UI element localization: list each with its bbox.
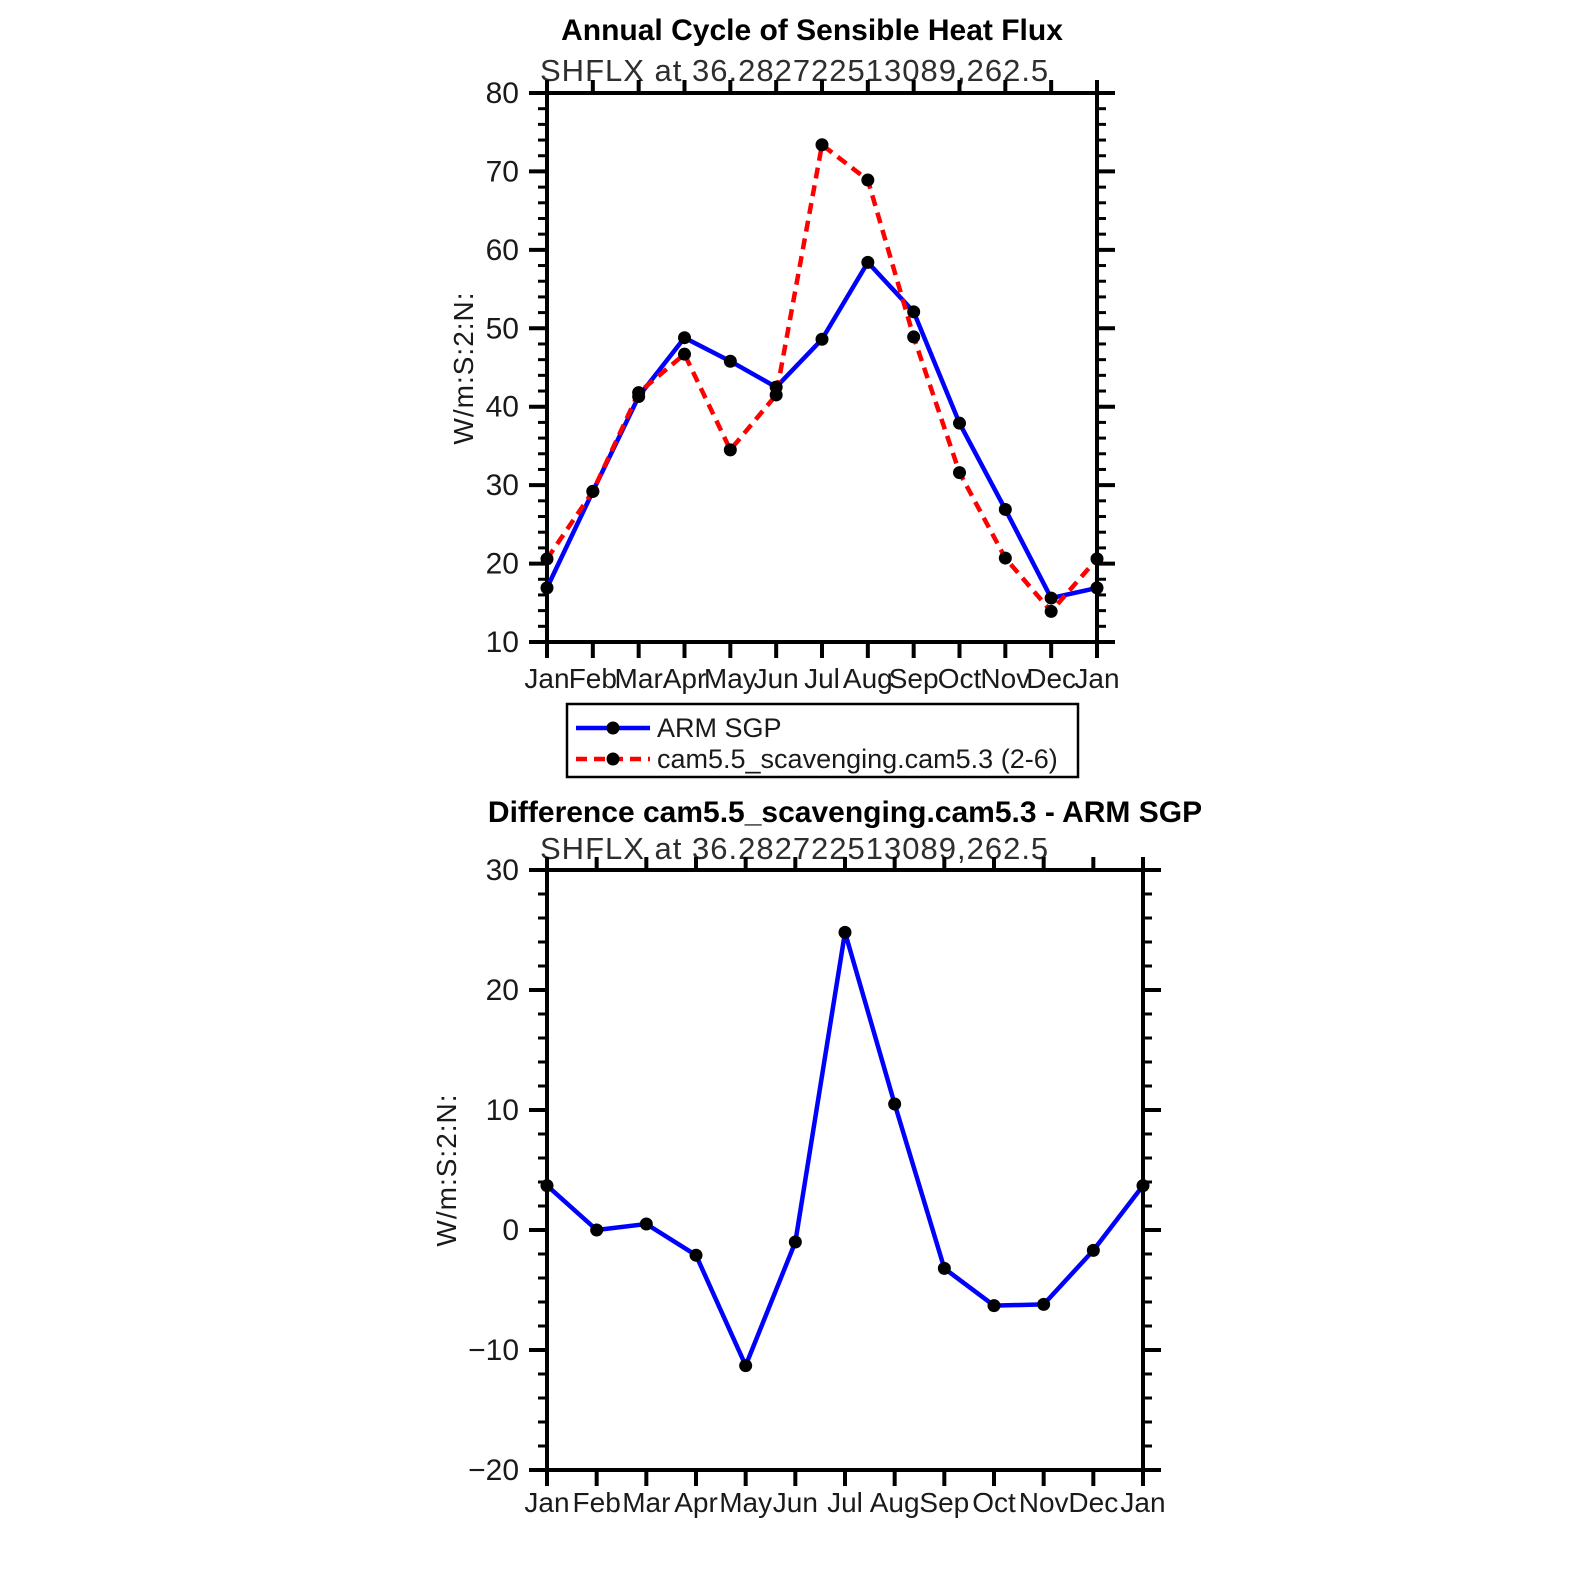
legend-marker-arm-sgp xyxy=(607,722,620,735)
data-point-marker xyxy=(1045,592,1058,605)
data-point-marker xyxy=(861,256,874,269)
month-label: Apr xyxy=(674,1487,718,1518)
data-point-marker xyxy=(690,1249,703,1262)
month-label: Apr xyxy=(662,663,707,694)
data-point-marker xyxy=(541,552,554,565)
data-point-marker xyxy=(816,333,829,346)
data-point-marker xyxy=(739,1359,752,1372)
y-tick-label: 0 xyxy=(502,1214,519,1247)
data-point-marker xyxy=(1091,581,1104,594)
data-point-marker xyxy=(1087,1244,1100,1257)
month-label: May xyxy=(703,663,757,694)
data-point-marker xyxy=(999,552,1012,565)
data-point-marker xyxy=(640,1218,653,1231)
data-point-marker xyxy=(586,485,599,498)
plot-frame xyxy=(547,870,1143,1470)
month-label: Jul xyxy=(804,663,840,694)
month-label: Nov xyxy=(980,663,1031,694)
month-label: Mar xyxy=(622,1487,671,1518)
data-point-marker xyxy=(816,138,829,151)
month-label: Jan xyxy=(1074,663,1120,694)
month-label: Jul xyxy=(827,1487,863,1518)
month-label: Feb xyxy=(568,663,617,694)
y-tick-label: 70 xyxy=(485,155,519,189)
chart1-subtitle: SHFLX at 36.282722513089,262.5 xyxy=(540,53,1050,88)
month-label: Jun xyxy=(772,1487,818,1518)
legend-label-arm-sgp: ARM SGP xyxy=(657,713,782,743)
y-tick-label: 10 xyxy=(485,626,519,659)
y-tick-label: 50 xyxy=(485,312,519,346)
y-tick-label: −20 xyxy=(468,1454,519,1487)
data-point-marker xyxy=(888,1098,901,1111)
data-point-marker xyxy=(789,1236,802,1249)
series-line-arm-sgp xyxy=(547,262,1097,598)
month-label: May xyxy=(719,1487,773,1518)
data-point-marker xyxy=(953,417,966,430)
chart1-title: Annual Cycle of Sensible Heat Flux xyxy=(561,14,1063,47)
chart2-series xyxy=(541,926,1150,1372)
data-point-marker xyxy=(938,1262,951,1275)
month-label: Sep xyxy=(888,663,939,694)
y-tick-label: 30 xyxy=(485,854,519,887)
chart2-axes xyxy=(468,854,1165,1518)
series-line-difference xyxy=(547,932,1143,1365)
y-tick-label: 80 xyxy=(485,77,519,110)
data-point-marker xyxy=(541,581,554,594)
data-point-marker xyxy=(839,926,852,939)
data-point-marker xyxy=(770,388,783,401)
data-point-marker xyxy=(988,1299,1001,1312)
month-label: Jan xyxy=(1120,1487,1166,1518)
y-tick-label: 20 xyxy=(485,547,519,581)
month-label: Nov xyxy=(1018,1487,1069,1518)
legend-label-cam55: cam5.5_scavenging.cam5.3 (2-6) xyxy=(657,744,1058,774)
y-tick-label: 30 xyxy=(485,469,519,503)
data-point-marker xyxy=(861,174,874,187)
month-label: Jan xyxy=(524,1487,570,1518)
data-point-marker xyxy=(999,503,1012,516)
data-point-marker xyxy=(1091,552,1104,565)
data-point-marker xyxy=(678,348,691,361)
data-point-marker xyxy=(724,443,737,456)
data-point-marker xyxy=(541,1179,554,1192)
month-label: Dec xyxy=(1068,1487,1119,1518)
month-label: Dec xyxy=(1026,663,1077,694)
data-point-marker xyxy=(1045,605,1058,618)
chart1-y-axis-label: W/m:S:2:N: xyxy=(448,291,479,445)
data-point-marker xyxy=(1137,1179,1150,1192)
data-point-marker xyxy=(678,331,691,344)
data-point-marker xyxy=(632,386,645,399)
data-point-marker xyxy=(907,330,920,343)
data-point-marker xyxy=(1037,1298,1050,1311)
month-label: Oct xyxy=(937,663,982,694)
month-label: Oct xyxy=(972,1487,1016,1518)
data-point-marker xyxy=(953,466,966,479)
y-tick-label: −10 xyxy=(468,1334,519,1367)
month-label: Aug xyxy=(869,1487,920,1518)
month-label: Jan xyxy=(524,663,570,694)
month-label: Feb xyxy=(572,1487,621,1518)
chart2-title: Difference cam5.5_scavenging.cam5.3 - ARM SGP xyxy=(487,796,1203,829)
legend xyxy=(567,704,1078,777)
plot-frame xyxy=(547,93,1097,642)
chart1-series xyxy=(541,138,1104,618)
month-label: Mar xyxy=(614,663,663,694)
y-tick-label: 60 xyxy=(485,233,519,267)
series-line-cam5-5-scavenging-cam5-3-2-6- xyxy=(547,145,1097,612)
chart2-subtitle: SHFLX at 36.282722513089,262.5 xyxy=(540,831,1050,866)
y-tick-label: 40 xyxy=(485,390,519,424)
month-label: Aug xyxy=(842,663,893,694)
data-point-marker xyxy=(590,1224,603,1237)
month-label: Sep xyxy=(919,1487,970,1518)
y-tick-label: 10 xyxy=(485,1094,519,1127)
legend-marker-cam55 xyxy=(607,753,620,766)
data-point-marker xyxy=(907,305,920,318)
y-tick-label: 20 xyxy=(485,974,519,1007)
month-label: Jun xyxy=(753,663,799,694)
chart2-y-axis-label: W/m:S:2:N: xyxy=(431,1093,462,1247)
data-point-marker xyxy=(724,355,737,368)
chart1-axes xyxy=(486,77,1120,694)
